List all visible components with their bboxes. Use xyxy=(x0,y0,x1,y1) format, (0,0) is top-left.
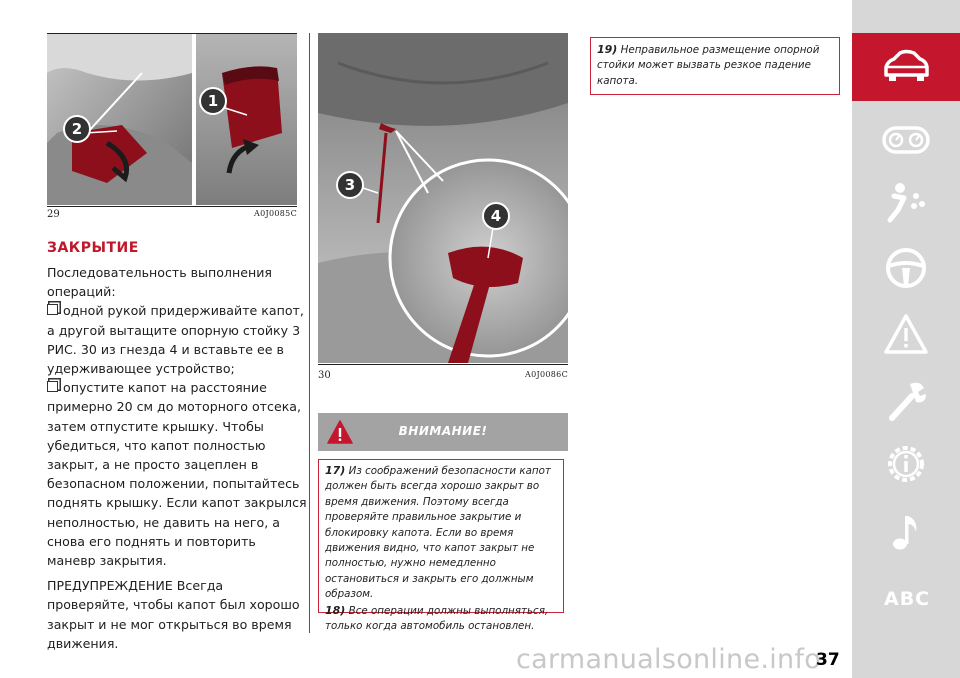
airbag-person-icon[interactable] xyxy=(880,180,932,224)
figure-30-caption xyxy=(318,370,568,384)
figure-30-number: 30 xyxy=(318,370,331,381)
car-icon[interactable] xyxy=(880,45,932,89)
figure-29-bottom-rule xyxy=(47,206,297,207)
checkbox-bullet-icon xyxy=(47,381,58,392)
step-1-text: одной рукой придерживайте капот, а другой вытащите опорную стойку 3 РИС. 30 из гнезда 4 и вставьте ее в удерживающее устройство; xyxy=(47,303,304,377)
wrench-icon[interactable] xyxy=(880,378,932,422)
figure-29-number: 29 xyxy=(47,209,60,220)
figure-30-code: A0J0086C xyxy=(525,370,568,379)
hood-open-illustration xyxy=(47,33,297,205)
warning-triangle-icon[interactable] xyxy=(880,312,932,356)
callout-4: 4 xyxy=(490,207,502,225)
warning-paragraph: ПРЕДУПРЕЖДЕНИЕ Всегда проверяйте, чтобы капот был хорошо закрыт и не мог открыться во время движения. xyxy=(47,578,300,651)
figure-29-image xyxy=(47,33,297,205)
attention-title: ВНИМАНИЕ! xyxy=(398,424,488,438)
attention-item-17-text: Из соображений безопасности капот должен быть всегда хорошо закрыт во время движения. Поэтому всегда проверяйте правильное закрытие и блокировку капота. Если во время движения видно, что капот закрыт не полностью, нужно немедленно остановиться и закрыть его должным образом. xyxy=(325,465,551,601)
gauges-icon[interactable] xyxy=(880,118,932,162)
attention-item-18 xyxy=(325,603,563,635)
column-divider xyxy=(309,33,310,633)
callout-3: 3 xyxy=(344,176,356,194)
intro-paragraph: Последовательность выполнения операций: xyxy=(47,265,272,300)
attention-header xyxy=(318,413,568,451)
note-19-text: Неправильное размещение опорной стойки может вызвать резкое падение капота. xyxy=(597,44,820,87)
figure-30-image xyxy=(318,33,568,363)
page-number: 37 xyxy=(816,650,840,670)
watermark: carmanualsonline.info xyxy=(516,644,822,675)
figure-29-caption xyxy=(47,209,297,223)
info-gear-icon[interactable] xyxy=(880,442,932,486)
figure-29-code: A0J0085C xyxy=(254,209,297,218)
figure-29-top-rule xyxy=(47,33,297,34)
callout-2: 2 xyxy=(71,120,83,138)
section-title: ЗАКРЫТИЕ xyxy=(47,240,139,256)
callout-1: 1 xyxy=(207,92,219,110)
note-19-num: 19) xyxy=(597,43,618,56)
sidebar-abc-label[interactable]: ABC xyxy=(884,588,931,610)
attention-item-18-num: 18) xyxy=(325,603,346,617)
checkbox-bullet-icon xyxy=(47,304,58,315)
step-2 xyxy=(47,378,307,570)
attention-item-17-num: 17) xyxy=(325,464,346,477)
step-2-text: опустите капот на расстояние примерно 20 см до моторного отсека, затем отпустите крышку. Чтобы убедиться, что капот полностью закрыт, а не просто зацеплен в безопасном положении, попытайтесь поднять крышку. Если капот закрылся неполностью, не давить на него, а снова его поднять и повторить маневр закрытия. xyxy=(47,380,307,569)
steering-wheel-icon[interactable] xyxy=(880,246,932,290)
engine-bay-prop-illustration xyxy=(318,33,568,363)
figure-30-bottom-rule xyxy=(318,364,568,365)
body-text xyxy=(47,263,307,653)
note-19 xyxy=(597,42,839,89)
music-note-icon[interactable] xyxy=(880,510,932,554)
step-1 xyxy=(47,301,307,378)
attention-item-18-text: Все операции должны выполняться, только когда автомобиль остановлен. xyxy=(325,604,549,633)
note-box xyxy=(590,37,840,95)
attention-box xyxy=(318,459,564,633)
attention-item-17 xyxy=(325,463,563,603)
